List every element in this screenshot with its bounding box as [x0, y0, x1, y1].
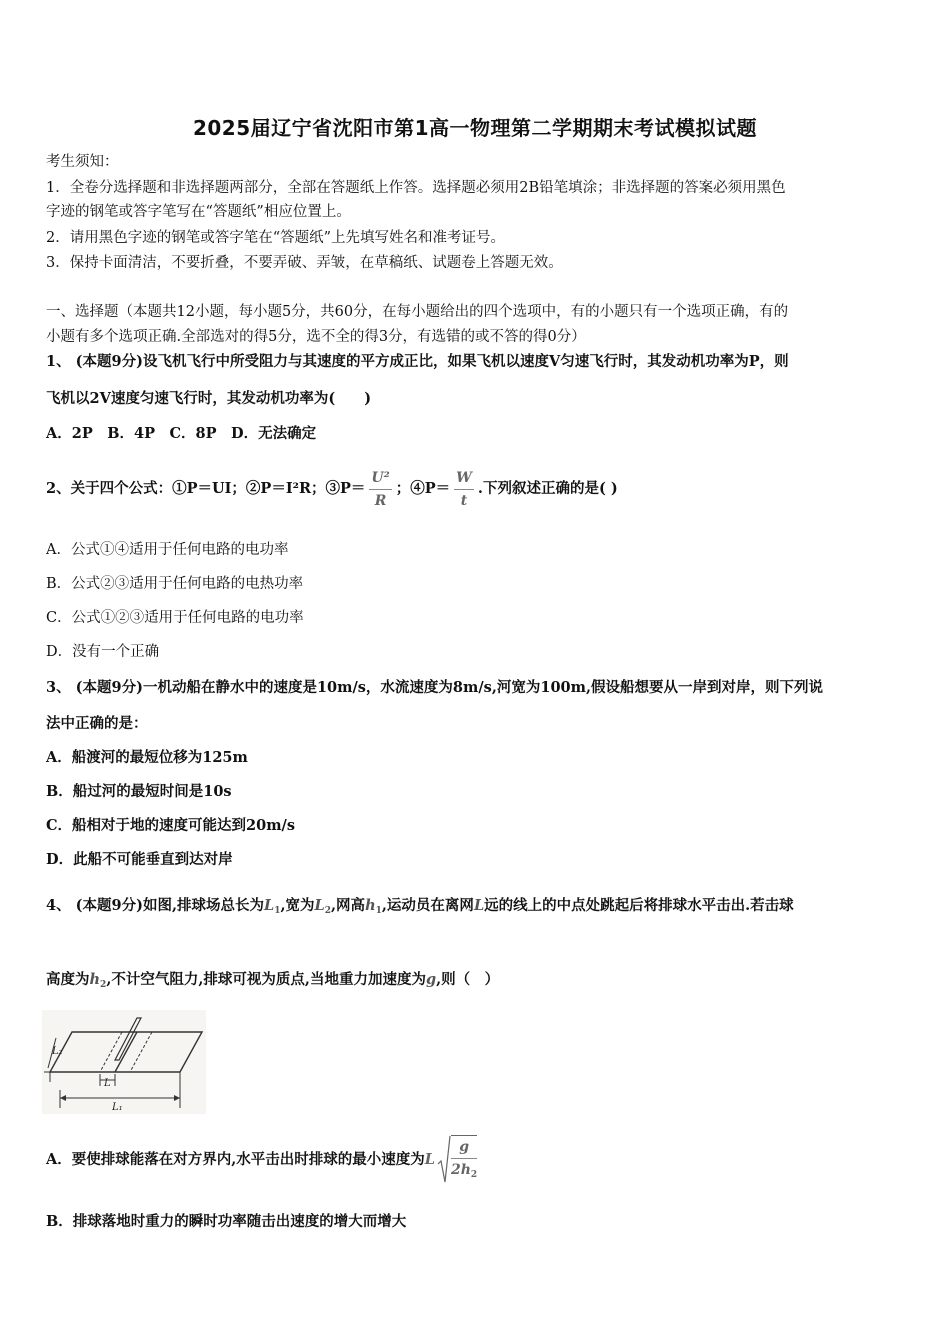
q2-option-b: B．公式②③适用于任何电路的电热功率 — [46, 576, 304, 592]
q4-option-a-den-text: 2h — [451, 1161, 471, 1178]
q4-var-l1-letter: L — [264, 897, 275, 914]
q3-option-b: B．船过河的最短时间是10s — [46, 783, 232, 800]
q4-var-l2 — [315, 897, 331, 914]
q4-text-1: 4、 (本题9分)如图,排球场总长为 — [46, 897, 264, 914]
notice-heading: 考生须知： — [46, 154, 119, 170]
q4-text-4: ,运动员在离网 — [381, 897, 474, 914]
q4-var-h1-letter: h — [365, 897, 376, 914]
q2-option-d: D．没有一个正确 — [46, 644, 160, 660]
figure-label-l: L — [104, 1078, 111, 1089]
q4-text-3: ,网高 — [331, 897, 366, 914]
q1-options: A．2P B．4P C．8P D．无法确定 — [46, 425, 317, 442]
q2-option-a: A．公式①④适用于任何电路的电功率 — [46, 542, 289, 558]
q2-fraction-2 — [454, 467, 474, 512]
q4-option-a-numerator: g — [451, 1136, 477, 1159]
notice-item-3: 3．保持卡面清洁，不要折叠，不要弄破、弄皱，在草稿纸、试题卷上答题无效。 — [46, 255, 563, 271]
section1-instructions: 一、选择题（本题共12小题，每小题5分，共60分，在每小题给出的四个选项中，有的小题只有一个选项正确，有的 — [46, 304, 789, 320]
q4-option-a — [46, 1132, 908, 1188]
q4-option-a-text: A．要使排球能落在对方界内,水平击出时排球的最小速度为 — [46, 1151, 425, 1168]
q3-stem: 3、 (本题9分)一机动船在静水中的速度是10m/s，水流速度为8m/s,河宽为100m,假设船想要从一岸到对岸，则下列说 — [46, 679, 824, 696]
sqrt-sign-icon — [437, 1134, 451, 1186]
figure-label-l1: L₁ — [112, 1102, 123, 1113]
q4-text-2: ,宽为 — [280, 897, 315, 914]
volleyball-court-figure — [42, 1010, 206, 1114]
section1-instructions-cont: 小题有多个选项正确.全部选对的得5分，选不全的得3分，有选错的或不答的得0分） — [46, 329, 586, 345]
page-title: 2025届辽宁省沈阳市第1高一物理第二学期期末考试模拟试题 — [192, 116, 758, 140]
q4-var-l2-sub: 2 — [324, 906, 331, 916]
notice-item-2: 2．请用黑色字迹的钢笔或答字笔在“答题纸”上先填写姓名和准考证号。 — [46, 230, 506, 246]
q4-stem-cont — [46, 962, 908, 1003]
q4-text-7: ,不计空气阻力,排球可视为质点,当地重力加速度为 — [106, 971, 426, 988]
q4-var-g: g — [425, 971, 437, 988]
q4-var-h1-sub: 1 — [375, 906, 382, 916]
q2-option-c: C．公式①②③适用于任何电路的电功率 — [46, 610, 304, 626]
q4-var-l1-sub: 1 — [274, 906, 281, 916]
q4-var-h1 — [365, 897, 382, 914]
q4-text-8: ,则（ ） — [436, 971, 500, 988]
q4-option-a-fraction — [451, 1135, 477, 1186]
q4-var-l2-letter: L — [314, 897, 325, 914]
notice-item-1: 1．全卷分选择题和非选择题两部分，全部在答题纸上作答。选择题必须用2B铅笔填涂；非选择题的答案必须用黑色 — [46, 180, 786, 196]
q2-frac2-numerator: W — [454, 467, 474, 490]
q3-stem-cont: 法中正确的是： — [46, 715, 148, 732]
q4-var-h2-sub: 2 — [100, 980, 107, 990]
q4-var-l1 — [264, 897, 280, 914]
q4-var-h2 — [90, 971, 107, 988]
q2-stem — [46, 462, 908, 516]
q4-option-a-var-l: L — [424, 1151, 435, 1168]
q4-var-h2-letter: h — [89, 971, 101, 988]
q2-stem-mid: ；④P＝ — [395, 480, 451, 497]
q4-text-5: 远的线上的中点处跳起后将排球水平击出.若击球 — [484, 897, 794, 914]
q1-stem: 1、 (本题9分)设飞机飞行中所受阻力与其速度的平方成正比，如果飞机以速度V匀速飞行时，其发动机功率为P，则 — [46, 353, 789, 370]
q4-option-a-denominator — [451, 1159, 477, 1186]
q1-stem-cont: 飞机以2V速度匀速飞行时，其发动机功率为( ) — [46, 390, 372, 407]
q2-fraction-1 — [369, 467, 391, 512]
q4-option-a-den-sub: 2 — [470, 1169, 478, 1180]
q2-frac2-denominator: t — [460, 492, 468, 509]
q2-frac1-numerator: U² — [369, 467, 391, 490]
notice-item-1-cont: 字迹的钢笔或答字笔写在“答题纸”相应位置上。 — [46, 204, 351, 220]
q2-stem-prefix: 2、关于四个公式：①P＝UI；②P＝I²R；③P＝ — [46, 480, 366, 497]
q3-option-d: D．此船不可能垂直到达对岸 — [46, 851, 233, 868]
q2-frac1-denominator: R — [374, 492, 387, 509]
q4-var-l: L — [473, 897, 485, 914]
q4-option-b: B．排球落地时重力的瞬时功率随击出速度的增大而增大 — [46, 1213, 407, 1230]
figure-label-l2: L₂ — [52, 1046, 63, 1057]
q4-stem — [46, 888, 908, 929]
q4-text-6: 高度为 — [46, 971, 90, 988]
q3-option-c: C．船相对于地的速度可能达到20m/s — [46, 817, 296, 834]
q4-option-a-formula — [425, 1132, 477, 1188]
q3-option-a: A．船渡河的最短位移为125m — [46, 749, 248, 766]
q2-stem-suffix: .下列叙述正确的是( ) — [477, 480, 618, 497]
